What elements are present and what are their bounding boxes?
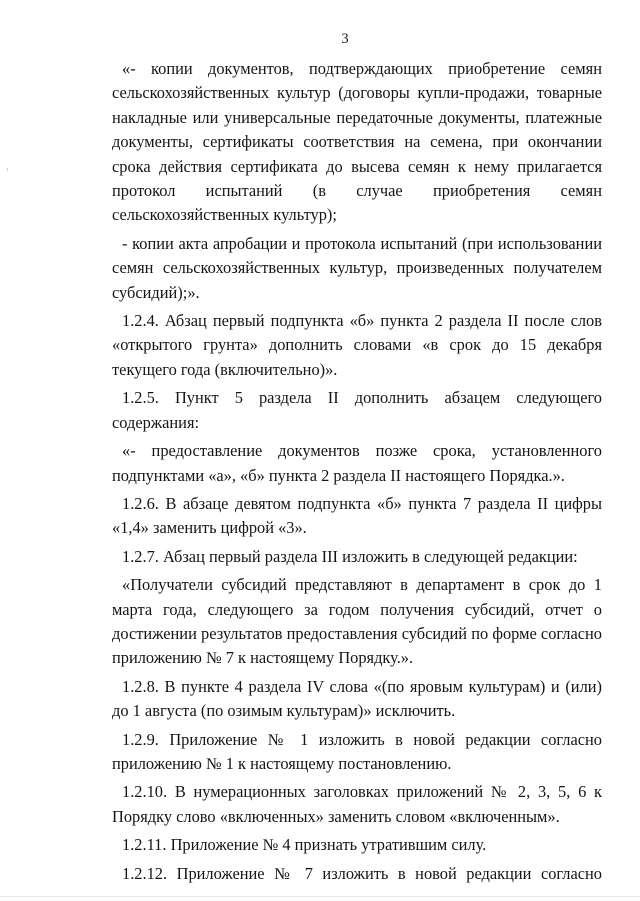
paragraph-1-2-6: 1.2.6. В абзаце девятом подпункта «б» пункта 7 раздела II цифры «1,4» заменить цифрой «3». — [112, 493, 602, 538]
scan-artifact — [7, 168, 8, 171]
paragraph-1-2-4: 1.2.4. Абзац первый подпункта «б» пункта 2 раздела II после слов «открытого грунта» дополнить словами «в срок до 15 декабря текущего года (включительно)». — [112, 311, 602, 379]
paragraph-1-2-9: 1.2.9. Приложение № 1 изложить в новой редакции согласно приложению № 1 к настоящему постановлению. — [112, 729, 602, 773]
paragraph-1-2-12: 1.2.12. Приложение № 7 изложить в новой редакции согласно — [122, 863, 602, 883]
scan-edge — [0, 896, 640, 897]
paragraph-1-2-11: 1.2.11. Приложение № 4 признать утратившим силу. — [122, 835, 487, 855]
paragraph-1-2-5: 1.2.5. Пункт 5 раздела II дополнить абзацем следующего содержания: — [112, 388, 602, 432]
paragraph-late-documents: «- предоставление документов позже срока, установленного подпунктами «а», «б» пункта 2 раздела II настоящего Порядка.». — [112, 441, 602, 485]
paragraph-1-2-7: 1.2.7. Абзац первый раздела III изложить в следующей редакции: — [122, 546, 578, 566]
paragraph-seed-documents: «- копии документов, подтверждающих приобретение семян сельскохозяйственных культур (договоры купли-продажи, товарные накладные или универсальные передаточные документы, платежные документы, сертификаты соответствия на семена, при окончании срока действия сертификата до высева семян к нему прилагается протокол испытаний (в случае приобретения семян сельскохозяйственных культур); — [112, 59, 602, 225]
paragraph-approbation-act: - копии акта апробации и протокола испытаний (при использовании семян сельскохозяйственных культур, произведенных получателем субсидий);». — [112, 233, 602, 302]
document-body — [112, 57, 602, 886]
paragraph-1-2-8: 1.2.8. В пункте 4 раздела IV слова «(по яровым культурам) и (или) до 1 августа (по озимым культурам)» исключить. — [112, 676, 602, 721]
paragraph-report-deadline: «Получатели субсидий представляют в департамент в срок до 1 марта года, следующего за годом получения субсидий, отчет о достижении результатов предоставления субсидий по форме согласно приложению № 7 к настоящему Порядку.». — [112, 575, 602, 668]
page-number: 3 — [341, 31, 349, 47]
paragraph-1-2-10: 1.2.10. В нумерационных заголовках приложений № 2, 3, 5, 6 к Порядку слово «включенных» заменить словом «включенным». — [112, 782, 602, 826]
